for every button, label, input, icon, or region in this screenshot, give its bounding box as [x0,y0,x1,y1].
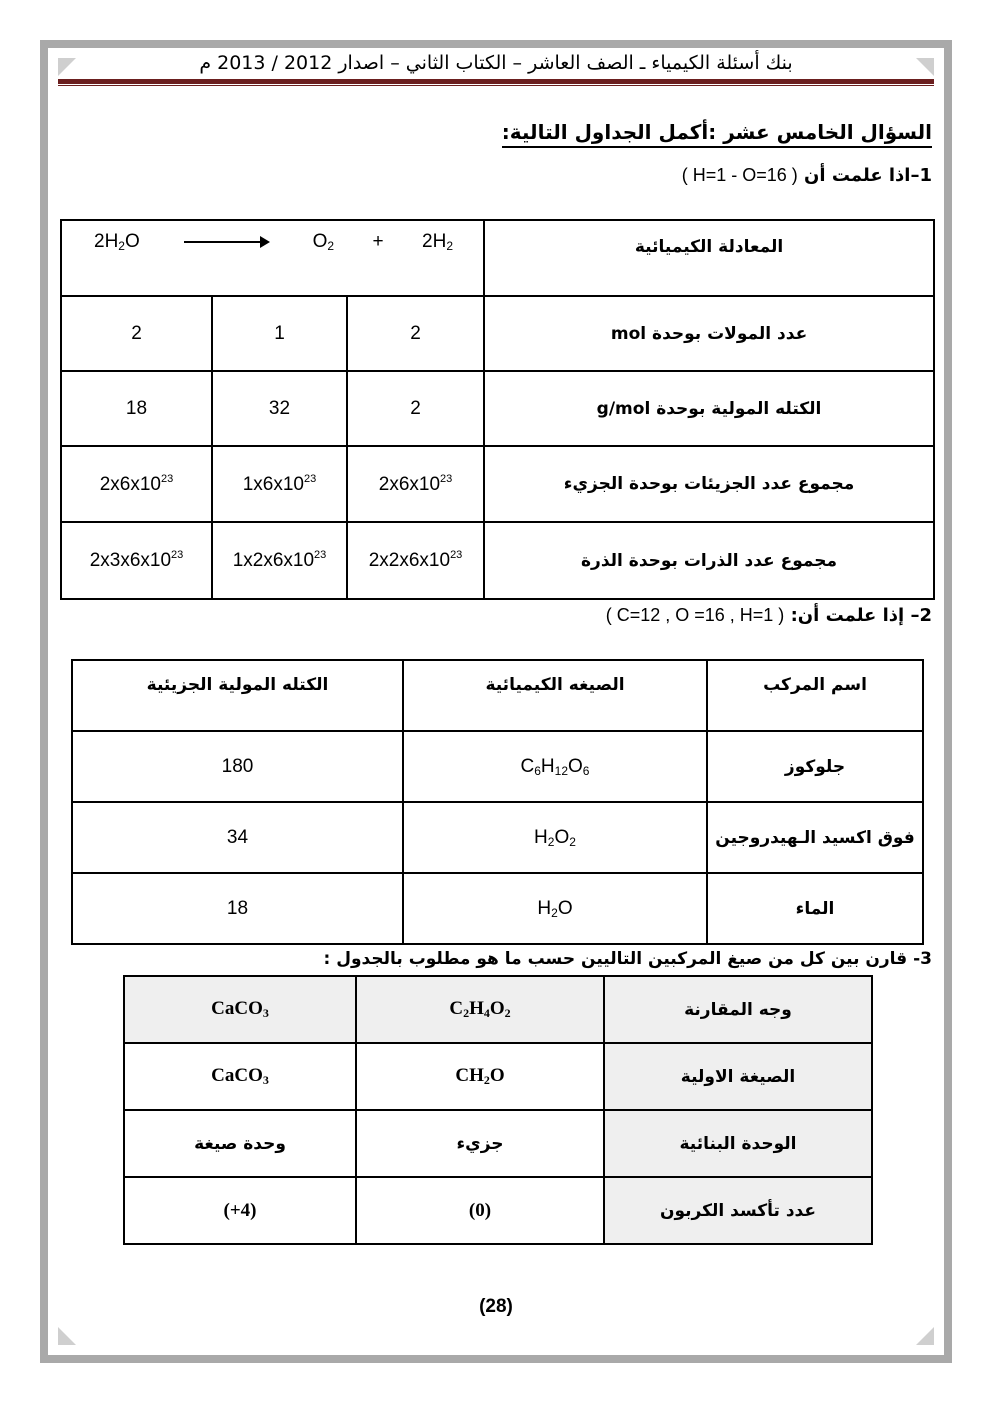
table-cell: $CH_2O$ [356,1043,604,1110]
frame-right [944,40,952,1363]
equation-cell [61,220,484,296]
table-cell: 34 [72,802,403,873]
q3-statement: 3- قارن بين كل من صيغ المركبين التاليين حسب ما هو مطلوب بالجدول : [323,949,932,969]
table-cell: (0) [356,1177,604,1244]
row-label: مجموع عدد الذرات بوحدة الذرة [484,522,934,599]
row-label: الصيغة الاولية [604,1043,872,1110]
question-title: السؤال الخامس عشر :أكمل الجداول التالية: [502,120,932,148]
equation-reactant: $2H_2O$ [94,231,140,253]
equation-product-h2: $2H_2$ [422,231,454,253]
equation-product-o2: $O_2$ [312,231,335,253]
table-cell: $1x6x10^{23}$ [212,446,347,522]
frame-bottom [40,1355,952,1363]
q1-label: 1–اذا علمت أن [804,165,932,186]
q2-label: 2– إذا علمت أن: [790,605,932,626]
frame-top [40,40,952,48]
q2-statement [606,605,932,626]
page-header: بنك أسئلة الكيمياء ـ الصف العاشر – الكتاب الثاني – اصدار 2012 / 2013 م [199,52,793,74]
q2-given: ( C=12 , O =16 , H=1 ) [605,605,785,625]
table-cell: CaCO$_3$ [124,1043,356,1110]
chemical-equation [62,231,483,253]
table-cell: $2x6x10^{23}$ [347,446,484,522]
header-formula: الصيغه الكيميائية [403,660,707,731]
table-cell: $2x2x6x10^{23}$ [347,522,484,599]
row-label: الكتله المولية بوحدة g/mol [484,371,934,446]
table-cell: 2 [347,296,484,371]
frame-left [40,40,48,1363]
equation-plus: + [372,231,384,252]
comparison-label: وجه المقارنة [604,976,872,1043]
q1-statement [682,165,932,186]
table-cell: 18 [72,873,403,944]
comparison-table [123,975,873,1245]
moles-table [60,219,935,600]
frame-corner [916,1327,934,1345]
table-cell: 18 [61,371,212,446]
page-number: (28) [479,1296,513,1317]
compound-b-header: CaCO$_3$ [124,976,356,1043]
frame-corner [58,1327,76,1345]
compound-name: فوق اكسيد الـهيدروجين [707,802,923,873]
header-mass: الكتله المولية الجزيئية [72,660,403,731]
row-label: عدد المولات بوحدة mol [484,296,934,371]
header-divider-thin [58,85,934,86]
equation-label: المعادلة الكيميائية [484,220,934,296]
formula-water: $H_2O$ [403,873,707,944]
q1-given: ( H=1 - O=16 ) [681,165,798,185]
row-label: الوحدة البنائية [604,1110,872,1177]
row-label: عدد تأكسد الكربون [604,1177,872,1244]
table-cell: $2x6x10^{23}$ [61,446,212,522]
table-cell: 32 [212,371,347,446]
formula-glucose: $C_6H_{12}O_6$ [403,731,707,802]
table-cell: وحدة صيغة [124,1110,356,1177]
table-cell: 1 [212,296,347,371]
table-cell: 2 [61,296,212,371]
table-cell: جزيء [356,1110,604,1177]
table-cell: 2 [347,371,484,446]
reaction-arrow [184,241,268,243]
header-name: اسم المركب [707,660,923,731]
row-label: مجموع عدد الجزيئات بوحدة الجزيء [484,446,934,522]
formula-peroxide: $H_2O_2$ [403,802,707,873]
compound-a-header: $C_2H_4O_2$ [356,976,604,1043]
table-cell: $2x3x6x10^{23}$ [61,522,212,599]
header-divider [58,79,934,84]
compound-name: الماء [707,873,923,944]
table-cell: $1x2x6x10^{23}$ [212,522,347,599]
compounds-table [71,659,924,945]
table-cell: (+4) [124,1177,356,1244]
table-cell: 180 [72,731,403,802]
compound-name: جلوكوز [707,731,923,802]
